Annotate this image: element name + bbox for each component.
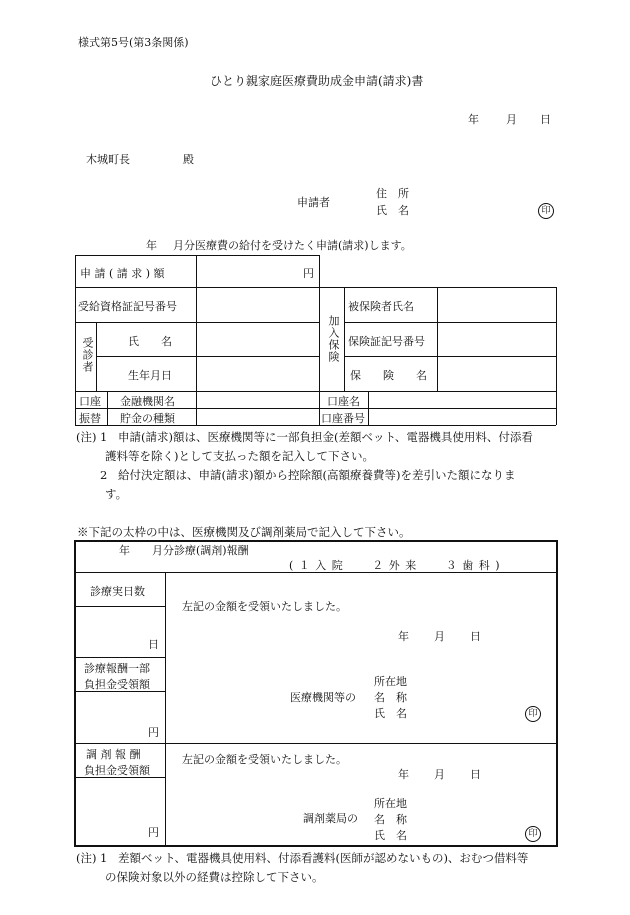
addressee: 木城町長 [86,153,130,166]
recipient-name-field[interactable] [197,323,318,355]
addressee-honorific: 殿 [183,153,194,166]
account-name-label: 口座名 [327,395,360,408]
request-amount-label: 申 請 ( 請 求 ) 額 [80,267,165,280]
pharmacy-copay-field[interactable] [76,778,164,844]
insured-name-field[interactable] [438,288,555,321]
footer-note-prefix: (注) [76,851,97,865]
account-number-field[interactable] [369,409,555,424]
insurance-type-field[interactable] [438,357,555,390]
date-year-label: 年 [468,113,479,126]
copay-label-2: 負担金受領額 [84,678,150,691]
footer-note-number: 1 [100,851,108,865]
note-1-line1: 申請(請求)額は、医療機関等に一部負担金(差額ベット、電器機具使用料、付添看 [118,430,533,444]
insured-name-label: 被保険者氏名 [348,300,414,313]
note-2-line2: す。 [105,487,128,501]
cert-number-label: 受給資格証記号番号 [78,300,177,313]
medical-date-day: 日 [470,630,481,643]
pharmacy-copay-label-2: 負担金受領額 [84,764,150,777]
account-name-field[interactable] [369,392,555,407]
deposit-type-field[interactable] [197,409,318,424]
applicant-seal-icon: 印 [538,203,554,219]
birthdate-label: 生年月日 [128,369,172,382]
form-title: ひとり親家庭医療費助成金申請(請求)書 [210,74,424,88]
birthdate-field[interactable] [197,357,318,390]
applicant-address-label: 住 所 [376,187,409,200]
medical-categories: ( １ 入 院 ２ 外 来 ３ 歯 科 ) [289,559,501,572]
pharmacy-copay-label-1: 調 剤 報 酬 [86,748,141,761]
statement-text: 月分医療費の給付を受けたく申請(請求)します。 [173,239,412,252]
pharmacy-receipt-text: 左記の金額を受領いたしました。 [182,753,347,766]
medical-instruction: ※下記の太枠の中は、医療機関及び調剤薬局で記入して下さい。 [77,525,411,539]
insurance-cert-label: 保険証記号番号 [348,335,425,348]
note-1-line2: 護料等を除く)として支払った額を記入して下さい。 [105,449,374,463]
days-field[interactable] [76,607,164,656]
recipient-label: 受診者 [81,337,94,373]
account-label-1: 口座 [79,395,101,408]
pharmacy-copay-yen: 円 [148,826,159,839]
copay-yen: 円 [148,726,159,739]
note-1-number: 1 [100,430,108,444]
institution-person-label: 氏 名 [374,707,407,720]
date-day-label: 日 [540,113,551,126]
insurance-label: 加入保険 [327,315,340,363]
request-amount-yen: 円 [303,267,314,280]
institution-seal-icon: 印 [525,706,541,722]
form-number: 様式第5号(第3条関係) [78,36,189,49]
date-month-label: 月 [506,113,517,126]
pharmacy-seal-icon: 印 [525,826,541,842]
account-number-label: 口座番号 [321,412,365,425]
insurance-type-label: 保 険 名 [350,369,427,382]
pharmacy-name-label: 名 称 [374,813,407,826]
bank-name-field[interactable] [197,392,318,407]
medical-date-month: 月 [434,630,445,643]
days-label: 診療実日数 [90,585,145,598]
footer-note-line1: 差額ベット、電器機具使用料、付添看護料(医師が認めないもの)、おむつ借料等 [118,851,529,865]
institution-address-label: 所在地 [374,675,407,688]
pharmacy-date-month: 月 [434,768,445,781]
deposit-type-label: 貯金の種類 [120,412,175,425]
days-unit: 日 [148,638,159,651]
pharmacy-date-day: 日 [470,768,481,781]
statement-year: 年 [146,239,157,252]
pharmacy-person-label: 氏 名 [374,829,407,842]
recipient-name-label: 氏 名 [128,335,172,348]
medical-receipt-text: 左記の金額を受領いたしました。 [182,600,347,613]
bank-name-label: 金融機関名 [120,395,175,408]
applicant-label: 申請者 [297,196,330,209]
applicant-name-label: 氏 名 [376,204,409,217]
institution-name-label: 名 称 [374,691,407,704]
note-2-line1: 給付決定額は、申請(請求)額から控除額(高額療養費等)を差引いた額になりま [118,468,516,482]
pharmacy-date-year: 年 [398,768,409,781]
cert-number-field[interactable] [197,288,318,321]
note-2-number: 2 [100,468,108,482]
copay-field[interactable] [76,692,164,742]
footer-note-line2: の保険対象以外の経費は控除して下さい。 [105,870,324,884]
notes-prefix: (注) [76,430,97,444]
request-amount-field[interactable] [197,256,301,286]
medical-date-year: 年 [398,630,409,643]
insurance-cert-field[interactable] [438,323,555,355]
institution-label: 医療機関等の [290,691,356,704]
account-label-2: 振替 [79,412,101,425]
pharmacy-address-label: 所在地 [374,797,407,810]
medical-header-text: 月分診療(調剤)報酬 [152,544,249,557]
medical-header-year: 年 [119,544,130,557]
copay-label-1: 診療報酬一部 [84,662,150,675]
pharmacy-label: 調剤薬局の [303,812,358,825]
